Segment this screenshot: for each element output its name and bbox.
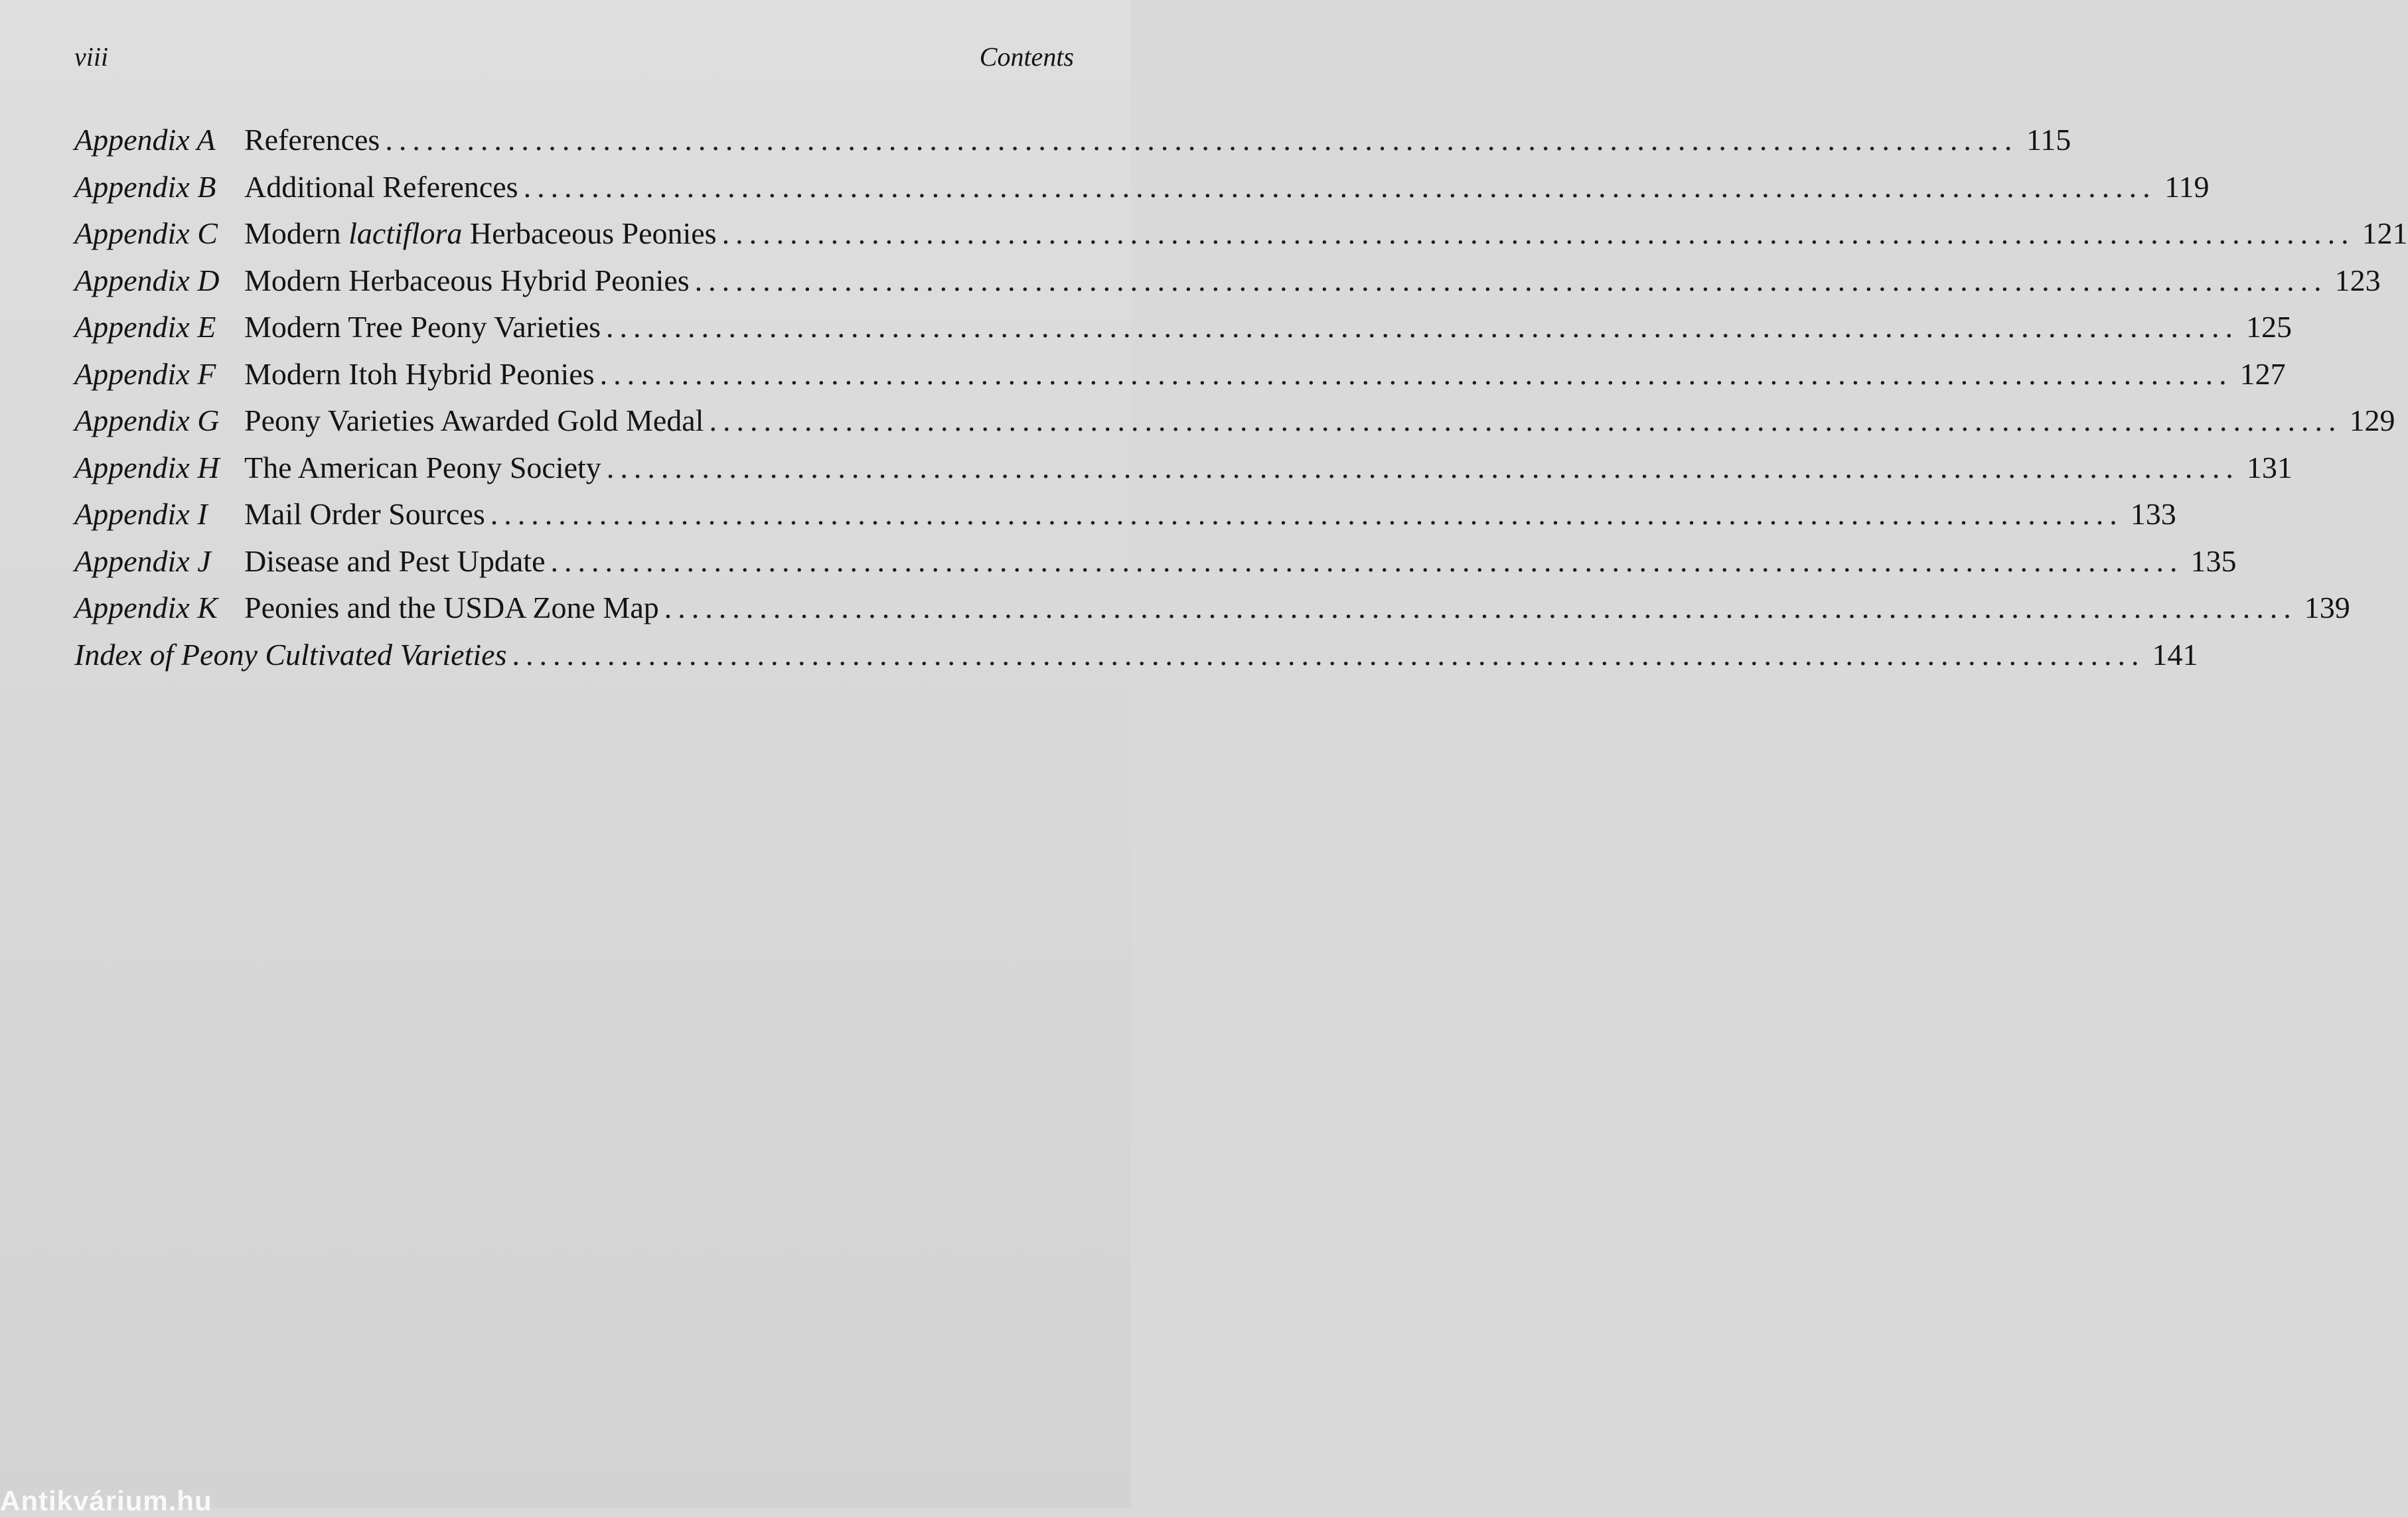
toc-entry-title: Peonies and the USDA Zone Map xyxy=(244,591,659,624)
toc-entry-title: Modern Tree Peony Varieties xyxy=(244,310,601,344)
toc-entry-label: Appendix B xyxy=(74,169,216,204)
dot-leader: ........................................................................................................................ xyxy=(721,216,2355,250)
toc-entry-appendix-c xyxy=(74,216,2408,263)
dot-leader: ........................................................................................................................ xyxy=(550,543,2184,578)
running-head-title: Contents xyxy=(979,42,1074,72)
dot-leader: ........................................................................................................................ xyxy=(599,356,2233,391)
toc-entry-title: Disease and Pest Update xyxy=(244,543,546,578)
table-of-contents xyxy=(74,122,2408,684)
toc-entry-label: Appendix E xyxy=(74,310,216,344)
toc-entry-page: 141 xyxy=(2152,637,2198,672)
dot-leader: ........................................................................................................................ xyxy=(694,263,2328,297)
title-part: Modern xyxy=(244,216,349,250)
dot-leader: ........................................................................................................................ xyxy=(709,403,2342,437)
dot-leader: ........................................................................................................................ xyxy=(385,123,2018,157)
toc-entry-page: 139 xyxy=(2304,591,2350,624)
toc-entry-appendix-j xyxy=(74,543,2237,591)
toc-entry-title: References xyxy=(244,123,380,157)
toc-entry-appendix-k xyxy=(74,590,2350,637)
title-part: Herbaceous Peonies xyxy=(462,216,717,250)
toc-entry-index xyxy=(74,637,2198,684)
toc-entry-appendix-f xyxy=(74,356,2286,403)
toc-entry-title: The American Peony Society xyxy=(244,450,601,484)
toc-entry-appendix-e xyxy=(74,309,2293,356)
toc-entry-title: Modern Itoh Hybrid Peonies xyxy=(244,356,595,391)
dot-leader: ........................................................................................................................ xyxy=(523,169,2156,204)
toc-entry-title xyxy=(244,216,717,251)
toc-entry-appendix-d xyxy=(74,263,2381,310)
toc-entry-appendix-g xyxy=(74,403,2395,450)
toc-entry-page: 129 xyxy=(2349,403,2395,437)
toc-entry-page: 115 xyxy=(2026,123,2071,157)
dot-leader: ........................................................................................................................ xyxy=(512,637,2145,672)
toc-entry-label: Appendix G xyxy=(74,403,220,437)
toc-entry-page: 121 xyxy=(2362,216,2408,250)
toc-entry-appendix-i xyxy=(74,496,2176,543)
toc-entry-page: 127 xyxy=(2239,356,2286,391)
toc-entry-page: 133 xyxy=(2130,497,2176,531)
toc-entry-label: Appendix F xyxy=(74,356,216,391)
toc-entry-page: 119 xyxy=(2164,169,2210,204)
dot-leader: ........................................................................................................................ xyxy=(490,497,2123,531)
toc-entry-title: Index of Peony Cultivated Varieties xyxy=(74,637,507,672)
toc-entry-label: Appendix I xyxy=(74,497,208,531)
dot-leader: ........................................................................................................................ xyxy=(664,591,2297,624)
toc-entry-title: Modern Herbaceous Hybrid Peonies xyxy=(244,263,690,297)
watermark: Antikvárium.hu xyxy=(0,1485,212,1516)
toc-entry-label: Appendix A xyxy=(74,123,216,157)
toc-entry-page: 131 xyxy=(2246,450,2293,484)
dot-leader: ........................................................................................................................ xyxy=(606,310,2239,344)
toc-entry-page: 123 xyxy=(2334,263,2381,297)
toc-entry-label: Appendix H xyxy=(74,450,220,484)
toc-entry-appendix-h xyxy=(74,450,2293,497)
toc-entry-appendix-b xyxy=(74,169,2210,216)
toc-entry-page: 125 xyxy=(2246,310,2293,344)
toc-entry-page: 135 xyxy=(2190,543,2237,578)
page-number: viii xyxy=(74,42,109,72)
toc-entry-title: Additional References xyxy=(244,169,518,204)
toc-entry-title: Mail Order Sources xyxy=(244,497,485,531)
toc-entry-label: Appendix C xyxy=(74,216,218,250)
title-italic-part: lactiflora xyxy=(348,216,463,250)
toc-entry-appendix-a xyxy=(74,122,2071,169)
toc-entry-label: Appendix J xyxy=(74,543,211,578)
dot-leader: ........................................................................................................................ xyxy=(606,450,2239,484)
toc-entry-label: Appendix D xyxy=(74,263,220,297)
toc-entry-label: Appendix K xyxy=(74,591,218,624)
toc-entry-title: Peony Varieties Awarded Gold Medal xyxy=(244,403,704,437)
